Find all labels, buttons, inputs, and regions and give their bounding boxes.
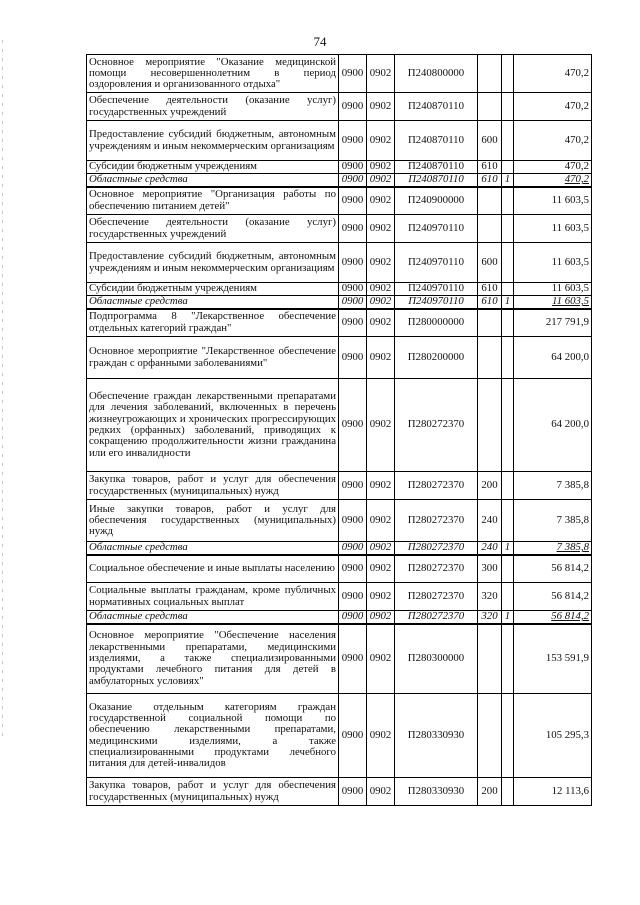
row-expense-type-cell [478,309,502,337]
table-row [87,93,592,121]
table-row [87,555,592,583]
row-funding-source-cell: 1 [502,611,514,624]
row-grbs-cell: 0900 [339,778,367,806]
row-expense-type-cell: 610 [478,283,502,296]
row-section-cell: 0902 [367,611,395,624]
row-section-cell: 0902 [367,55,395,93]
row-grbs-cell: 0900 [339,337,367,379]
row-name-cell: Областные средства [87,174,339,187]
row-funding-source-cell [502,309,514,337]
row-name-cell: Подпрограмма 8 "Лекарственное обеспечение отдельных категорий граждан" [87,309,339,337]
row-grbs-cell: 0900 [339,309,367,337]
row-expense-type-cell: 600 [478,121,502,161]
row-amount-cell: 64 200,0 [514,337,592,379]
row-section-cell: 0902 [367,161,395,174]
row-amount-cell: 470,2 [514,161,592,174]
row-target-article-cell: П240870110 [395,174,478,187]
row-expense-type-cell [478,215,502,243]
table-row [87,296,592,309]
table-row [87,121,592,161]
row-funding-source-cell [502,379,514,472]
table-row [87,500,592,542]
row-name-cell: Основное мероприятие "Лекарственное обеспечение граждан с орфанными заболеваниями" [87,337,339,379]
row-name-cell: Иные закупки товаров, работ и услуг для обеспечения государственных (муниципальных) нужд [87,500,339,542]
row-target-article-cell: П280272370 [395,555,478,583]
row-expense-type-cell: 200 [478,778,502,806]
row-name-cell: Оказание отдельным категориям граждан государственной социальной помощи по обеспечению лекарственными препаратами, медицинскими изделиями, а также специализированными продуктами лечебного питания для детей-инвалидов [87,694,339,778]
row-target-article-cell: П240870110 [395,121,478,161]
row-name-cell: Основное мероприятие "Оказание медицинской помощи несовершеннолетним в период оздоровления и организованного отдыха" [87,55,339,93]
row-grbs-cell: 0900 [339,542,367,555]
row-grbs-cell: 0900 [339,472,367,500]
row-expense-type-cell [478,93,502,121]
row-target-article-cell: П240800000 [395,55,478,93]
row-section-cell: 0902 [367,624,395,694]
row-section-cell: 0902 [367,187,395,215]
row-amount-cell: 11 603,5 [514,187,592,215]
row-target-article-cell: П280272370 [395,500,478,542]
table-row [87,379,592,472]
row-section-cell: 0902 [367,243,395,283]
row-funding-source-cell [502,778,514,806]
row-name-cell: Основное мероприятие "Обеспечение населения лекарственными препаратами, медицинскими изделиями, а также специализированными продуктами лечебного питания для детей в амбулаторных условиях" [87,624,339,694]
row-funding-source-cell: 1 [502,174,514,187]
page-number: 74 [313,34,327,49]
row-amount-cell: 217 791,9 [514,309,592,337]
row-amount-cell: 64 200,0 [514,379,592,472]
row-section-cell: 0902 [367,93,395,121]
row-target-article-cell: П240970110 [395,215,478,243]
row-expense-type-cell [478,694,502,778]
row-grbs-cell: 0900 [339,624,367,694]
table-row [87,583,592,611]
row-funding-source-cell [502,187,514,215]
row-target-article-cell: П280272370 [395,379,478,472]
row-expense-type-cell [478,55,502,93]
row-name-cell: Закупка товаров, работ и услуг для обеспечения государственных (муниципальных) нужд [87,472,339,500]
row-grbs-cell: 0900 [339,283,367,296]
row-funding-source-cell [502,583,514,611]
row-expense-type-cell: 320 [478,611,502,624]
row-amount-cell: 56 814,2 [514,555,592,583]
row-expense-type-cell: 240 [478,500,502,542]
table-row [87,55,592,93]
row-grbs-cell: 0900 [339,243,367,283]
row-name-cell: Предоставление субсидий бюджетным, автономным учреждениям и иным некоммерческим организациям [87,121,339,161]
row-funding-source-cell [502,555,514,583]
row-funding-source-cell [502,283,514,296]
row-section-cell: 0902 [367,215,395,243]
row-funding-source-cell [502,472,514,500]
budget-table-body [87,55,592,806]
table-row [87,611,592,624]
row-section-cell: 0902 [367,174,395,187]
row-amount-cell: 7 385,8 [514,542,592,555]
scan-edge-artifact [2,40,3,740]
row-funding-source-cell [502,121,514,161]
row-target-article-cell: П240870110 [395,93,478,121]
table-row [87,309,592,337]
row-target-article-cell: П280000000 [395,309,478,337]
row-name-cell: Социальные выплаты гражданам, кроме публичных нормативных социальных выплат [87,583,339,611]
row-section-cell: 0902 [367,778,395,806]
table-row [87,215,592,243]
row-grbs-cell: 0900 [339,215,367,243]
row-name-cell: Обеспечение деятельности (оказание услуг) государственных учреждений [87,93,339,121]
row-section-cell: 0902 [367,337,395,379]
row-grbs-cell: 0900 [339,161,367,174]
row-amount-cell: 11 603,5 [514,296,592,309]
row-grbs-cell: 0900 [339,93,367,121]
row-funding-source-cell [502,243,514,283]
table-row [87,337,592,379]
row-section-cell: 0902 [367,379,395,472]
row-amount-cell: 153 591,9 [514,624,592,694]
table-row [87,542,592,555]
table-row [87,283,592,296]
table-row [87,243,592,283]
table-row [87,778,592,806]
table-row [87,187,592,215]
row-amount-cell: 11 603,5 [514,243,592,283]
row-amount-cell: 11 603,5 [514,215,592,243]
row-target-article-cell: П240970110 [395,296,478,309]
row-expense-type-cell: 600 [478,243,502,283]
row-grbs-cell: 0900 [339,187,367,215]
row-funding-source-cell [502,215,514,243]
row-target-article-cell: П280272370 [395,472,478,500]
row-name-cell: Социальное обеспечение и иные выплаты населению [87,555,339,583]
row-expense-type-cell [478,624,502,694]
row-section-cell: 0902 [367,555,395,583]
table-row [87,174,592,187]
row-funding-source-cell [502,55,514,93]
row-name-cell: Субсидии бюджетным учреждениям [87,161,339,174]
row-expense-type-cell: 610 [478,161,502,174]
row-grbs-cell: 0900 [339,174,367,187]
row-expense-type-cell: 610 [478,174,502,187]
row-section-cell: 0902 [367,472,395,500]
row-section-cell: 0902 [367,121,395,161]
row-funding-source-cell [502,93,514,121]
row-section-cell: 0902 [367,283,395,296]
table-row [87,694,592,778]
row-amount-cell: 105 295,3 [514,694,592,778]
row-grbs-cell: 0900 [339,611,367,624]
table-row [87,472,592,500]
row-name-cell: Основное мероприятие "Организация работы по обеспечению питанием детей" [87,187,339,215]
row-name-cell: Областные средства [87,542,339,555]
row-amount-cell: 12 113,6 [514,778,592,806]
row-section-cell: 0902 [367,583,395,611]
row-target-article-cell: П240970110 [395,283,478,296]
row-amount-cell: 7 385,8 [514,472,592,500]
row-name-cell: Областные средства [87,296,339,309]
row-expense-type-cell: 320 [478,583,502,611]
row-expense-type-cell [478,187,502,215]
row-name-cell: Областные средства [87,611,339,624]
row-amount-cell: 7 385,8 [514,500,592,542]
row-grbs-cell: 0900 [339,55,367,93]
row-amount-cell: 470,2 [514,93,592,121]
row-section-cell: 0902 [367,694,395,778]
row-target-article-cell: П280272370 [395,611,478,624]
row-target-article-cell: П240870110 [395,161,478,174]
row-grbs-cell: 0900 [339,583,367,611]
table-row [87,161,592,174]
row-amount-cell: 470,2 [514,121,592,161]
row-expense-type-cell: 300 [478,555,502,583]
row-name-cell: Обеспечение деятельности (оказание услуг) государственных учреждений [87,215,339,243]
row-amount-cell: 56 814,2 [514,611,592,624]
row-name-cell: Обеспечение граждан лекарственными препаратами для лечения заболеваний, включенных в перечень жизнеугрожающих и хронических прогрессирующих редких (орфанных) заболеваний, приводящих к сокращению продолжительности жизни гражданина или его инвалидности [87,379,339,472]
row-funding-source-cell [502,624,514,694]
row-grbs-cell: 0900 [339,555,367,583]
row-funding-source-cell [502,161,514,174]
row-section-cell: 0902 [367,500,395,542]
row-target-article-cell: П280300000 [395,624,478,694]
budget-table [86,54,592,806]
row-target-article-cell: П280272370 [395,583,478,611]
table-row [87,624,592,694]
row-name-cell: Закупка товаров, работ и услуг для обеспечения государственных (муниципальных) нужд [87,778,339,806]
row-funding-source-cell: 1 [502,296,514,309]
row-expense-type-cell [478,379,502,472]
row-amount-cell: 56 814,2 [514,583,592,611]
row-grbs-cell: 0900 [339,694,367,778]
row-target-article-cell: П280272370 [395,542,478,555]
row-funding-source-cell [502,500,514,542]
row-amount-cell: 11 603,5 [514,283,592,296]
row-amount-cell: 470,2 [514,55,592,93]
row-name-cell: Предоставление субсидий бюджетным, автономным учреждениям и иным некоммерческим организациям [87,243,339,283]
row-amount-cell: 470,2 [514,174,592,187]
row-funding-source-cell: 1 [502,542,514,555]
row-expense-type-cell: 240 [478,542,502,555]
row-grbs-cell: 0900 [339,379,367,472]
row-grbs-cell: 0900 [339,296,367,309]
row-target-article-cell: П280330930 [395,694,478,778]
row-target-article-cell: П280330930 [395,778,478,806]
row-funding-source-cell [502,337,514,379]
row-expense-type-cell: 200 [478,472,502,500]
row-section-cell: 0902 [367,542,395,555]
row-grbs-cell: 0900 [339,121,367,161]
row-funding-source-cell [502,694,514,778]
row-name-cell: Субсидии бюджетным учреждениям [87,283,339,296]
row-expense-type-cell [478,337,502,379]
row-target-article-cell: П240970110 [395,243,478,283]
row-target-article-cell: П240900000 [395,187,478,215]
row-target-article-cell: П280200000 [395,337,478,379]
row-expense-type-cell: 610 [478,296,502,309]
row-section-cell: 0902 [367,296,395,309]
row-grbs-cell: 0900 [339,500,367,542]
row-section-cell: 0902 [367,309,395,337]
